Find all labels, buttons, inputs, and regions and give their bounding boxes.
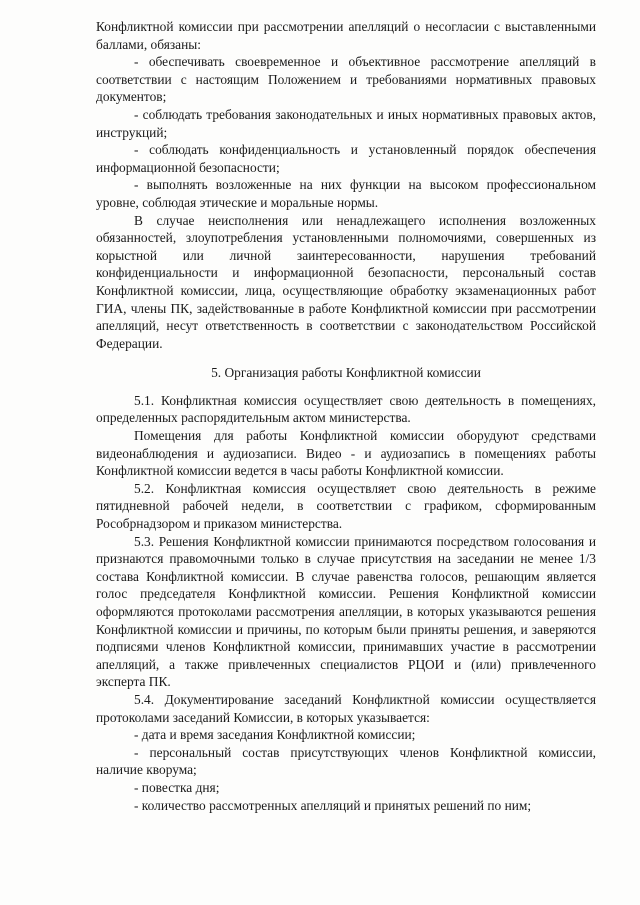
list-item-composition: - персональный состав присутствующих членов Конфликтной комиссии, наличие кворума;: [96, 744, 596, 778]
list-item-appeals-count: - количество рассмотренных апелляций и принятых решений по ним;: [134, 797, 532, 813]
paragraph-5-2: 5.2. Конфликтная комиссия осуществляет свою деятельность в режиме пятидневной рабочей недели, в соответствии с графиком, сформированным Рособрнадзором и приказом министерства.: [96, 480, 596, 532]
list-item-agenda: - повестка дня;: [134, 779, 220, 795]
paragraph-premises: Помещения для работы Конфликтной комиссии оборудуют средствами видеонаблюдения и аудиозаписи. Видео - и аудиозапись в помещениях работы Конфликтной комиссии ведется в часы работы Конфликтной комиссии.: [96, 428, 596, 479]
paragraph-continuation: Конфликтной комиссии при рассмотрении апелляций о несогласии с выставленными баллами, обязаны:: [96, 19, 596, 52]
list-item-ensure-review: - обеспечивать своевременное и объективное рассмотрение апелляций в соответствии с настоящим Положением и требованиями нормативных правовых документов;: [96, 54, 596, 105]
list-item-comply-requirements: - соблюдать требования законодательных и иных нормативных правовых актов, инструкций;: [96, 106, 596, 140]
list-item-confidentiality: - соблюдать конфиденциальность и установленный порядок обеспечения информационной безопасности;: [96, 142, 596, 175]
list-item-date-time: - дата и время заседания Конфликтной комиссии;: [134, 727, 416, 743]
paragraph-5-4: 5.4. Документирование заседаний Конфликтной комиссии осуществляется протоколами заседаний Комиссии, в которых указывается:: [96, 691, 596, 725]
paragraph-5-1: 5.1. Конфликтная комиссия осуществляет свою деятельность в помещениях, определенных распорядительным актом министерства.: [96, 392, 596, 426]
list-item-perform-duties: - выполнять возложенные на них функции на высоком профессиональном уровне, соблюдая этические и моральные нормы.: [96, 177, 596, 210]
section-heading: 5. Организация работы Конфликтной комиссии: [211, 365, 481, 381]
paragraph-5-3: 5.3. Решения Конфликтной комиссии принимаются посредством голосования и признаются правомочными только в случае присутствия на заседании не менее 1/3 состава Конфликтной комиссии. В случае равенства голосов, решающим является голос председателя Конфликтной комиссии. Решения Конфликтной комиссии оформляются протоколами рассмотрения апелляции, в которых указываются решения Конфликтной комиссии и причины, по которым были приняты решения, и заверяются подписями членов Конфликтной комиссии, принимавших участие в рассмотрении апелляций, а также привлеченных специалистов РЦОИ и (или) привлеченного эксперта ПК.: [96, 533, 596, 690]
paragraph-responsibility: В случае неисполнения или ненадлежащего исполнения возложенных обязанностей, злоупотребления установленными полномочиями, совершенных из корыстной или личной заинтересованности, нарушения требований конфиденциальности и информационной безопасности, персональный состав Конфликтной комиссии, лица, осуществляющие обработку экзаменационных работ ГИА, члены ПК, задействованные в работе Конфликтной комиссии при рассмотрении апелляций, несут ответственность в соответствии с законодательством Российской Федерации.: [96, 212, 596, 351]
